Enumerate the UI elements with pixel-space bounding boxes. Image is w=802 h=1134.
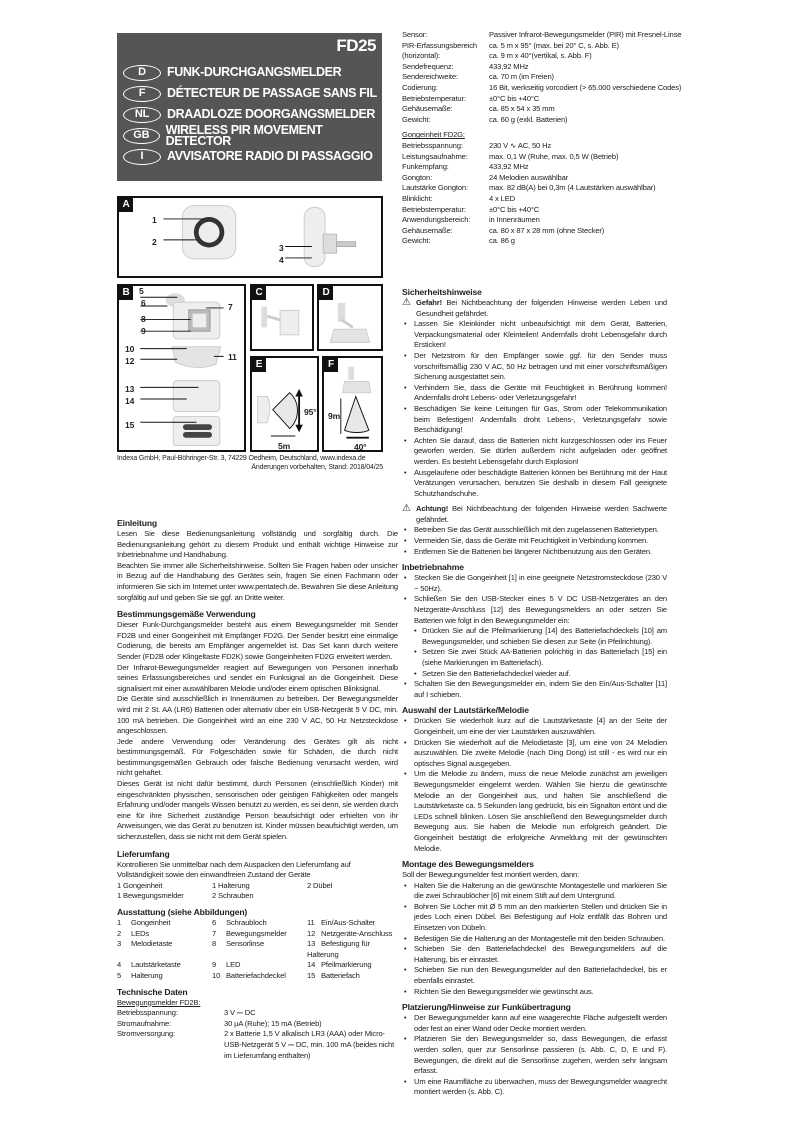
spec-label: Stromaufnahme: <box>117 1018 172 1028</box>
section-heading: Einleitung <box>117 518 158 528</box>
spec-label: Sensor: <box>402 30 428 39</box>
item-number: 11 <box>307 918 315 927</box>
spec-row <box>402 41 797 52</box>
spec-row <box>402 194 797 205</box>
item-number: 14 <box>307 960 316 970</box>
spec-label: Gewicht: <box>402 236 431 246</box>
callout-number: 13 <box>125 384 135 394</box>
spec-value: ca. 70 m (im Freien) <box>489 72 554 82</box>
paragraph: Dieser Funk-Durchgangsmelder besteht aus einem Bewegungsmelder mit Sender FD2B und einer Gongeinheit mit Empfänger FD2G. Der Sender besitzt eine einmalige Codierung, die bereits am Empfänger angemeldet ist. Das Set kann durch weitere Sender (FD2B oder Klingeltaste FD2K) sowie Gongeinheiten FD2G erweitert werden. <box>117 620 398 661</box>
item-label: Schraubloch <box>226 918 267 927</box>
product-title: FUNK-DURCHGANGSMELDER <box>167 65 342 80</box>
spec-label: Gewicht: <box>402 114 431 124</box>
list-item: • Betreiben Sie das Gerät ausschließlich mit den zugelassenen Batterietypen. <box>402 525 667 536</box>
spec-value: ca. 9 m x 40°(vertikal, s. Abb. F) <box>489 51 592 61</box>
spec-row <box>402 72 797 83</box>
item-label: Pfeilmarkierung <box>321 960 372 970</box>
callout-number: 4 <box>279 255 284 265</box>
spec-label: Codierung: <box>402 82 438 92</box>
item-label: Sensorlinse <box>226 939 265 949</box>
section-heading: Bestimmungsgemäße Verwendung <box>117 609 256 620</box>
spec-label: Betriebstemperatur: <box>402 93 466 103</box>
equipment-item <box>117 929 212 940</box>
language-title-nl <box>123 105 375 124</box>
item-number: 4 <box>117 960 122 970</box>
list-item: • Um die Melodie zu ändern, muss die neue Melodie zunächst am jeweiligen Bewegungsmelder eingelernt werden. Wählen Sie hierzu die gewünschte Melodie an der Gongeinheit aus, und halten Sie anschließend die Lautstärketaste ca. 5 Sekunden lang gedrückt, bis ein Signalton ertönt und die LEDs schnell blinken. Lösen Sie anschließend den Bewegungsmelder durch Bewegung aus. Sie haben die Melodie nun erfolgreich geändert. Die Gongeinheit bestätigt die erfolgreiche Anmeldung mit der gewünschten Melodie. <box>402 769 667 854</box>
callout-number: 1 <box>152 215 157 225</box>
spec-label: Anwendungsbereich: <box>402 215 471 225</box>
spec-row <box>402 162 797 173</box>
list-item: 1 Gongeinheit <box>117 880 163 890</box>
figure-f <box>322 356 383 452</box>
list-item: • Bohren Sie Löcher mit Ø 5 mm an den markierten Stellen und drücken Sie in jedes Loch einen Dübel. Bei Befestigung auf Holz entfällt das Bohren und Einsetzen von Dübeln. <box>402 902 667 934</box>
volume-melody-list <box>402 716 667 854</box>
caution-label: Achtung! <box>416 504 449 514</box>
equipment-item <box>307 971 402 982</box>
danger-text: Bei Nichtbeachtung der folgenden Hinweise werden Leben und Gesundheit gefährdet. <box>416 298 667 318</box>
spec-label: Funkempfang: <box>402 162 449 172</box>
spec-value: 30 µA (Ruhe); 15 mA (Betrieb) <box>224 1018 322 1028</box>
list-item: • Schalten Sie den Bewegungsmelder ein, indem Sie den Ein/Aus-Schalter [11] auf I schieben. <box>402 679 667 700</box>
callout-number: 8 <box>141 314 146 324</box>
equipment-item <box>307 929 402 940</box>
warning-triangle-icon: ⚠ <box>402 297 411 308</box>
language-title-gb <box>123 122 382 148</box>
paragraph: Kontrollieren Sie unmittelbar nach dem Auspacken den Lieferumfang auf Vollständigkeit sowie den einwandfreien Zustand der Geräte <box>117 859 351 880</box>
list-item: • Achten Sie darauf, dass die Batterien nicht kurzgeschlossen oder ins Feuer geworfen werden. Sie dürfen außerdem nicht aufgeladen oder geöffnet werden. Es besteht Lebensgefahr durch Explosion! <box>402 436 667 468</box>
item-label: Lautstärketaste <box>131 960 181 970</box>
list-item: • Entfernen Sie die Batterien bei längerer Nichtbenutzung aus den Geräten. <box>402 547 667 558</box>
item-number: 7 <box>212 928 217 938</box>
spec-value: max. 0,1 W (Ruhe, max. 0,5 W (Betrieb) <box>489 151 619 161</box>
callout-number: 14 <box>125 396 135 406</box>
figure-b <box>117 284 246 452</box>
spec-row <box>402 30 797 41</box>
equipment-list <box>117 918 398 982</box>
safety-list <box>402 319 667 499</box>
callout-number: 10 <box>125 344 135 354</box>
country-code: D <box>123 65 161 81</box>
spec-label: Betriebsspannung: <box>402 140 463 150</box>
spec-value: max. 82 dB(A) bei 0,3m (4 Lautstärken auswählbar) <box>489 183 656 193</box>
spec-value: in Innenräumen <box>489 215 540 225</box>
list-item: 1 Bewegungsmelder <box>117 891 184 901</box>
paragraph: Soll der Bewegungsmelder fest montiert werden, dann: <box>402 870 580 880</box>
list-item: • Setzen Sie zwei Stück AA-Batterien polrichtig in das Batteriefach [15] ein (siehe Markierungen im Batteriefach). <box>402 647 667 668</box>
detection-angle: 95° <box>304 407 317 417</box>
section-heading: Montage des Bewegungsmelders <box>402 859 534 870</box>
section-heading: Sicherheitshinweise <box>402 287 482 297</box>
item-number: 5 <box>117 970 122 980</box>
paragraph: Die Geräte sind ausschließlich in Innenräumen zu betreiben. Der Bewegungsmelder wird mit 2 St. AA (LR6) Batterien oder alternativ über ein USB-Netzgerät 5 V DC, min. 100 mA betrieben. Die Gongeinheit wird an eine 230 V AC, 50 Hz Netzsteckdose angeschlossen. <box>117 694 398 736</box>
spec-row <box>402 94 797 105</box>
spec-label: Gongton: <box>402 172 433 182</box>
caution-note <box>402 504 667 525</box>
subheading: Bewegungsmelder FD2B: <box>117 997 201 1007</box>
motion-detector-parts-illustration <box>119 286 244 450</box>
list-item: • Platzieren Sie den Bewegungsmelder so, dass Bewegungen, die erfasst werden sollen, quer zur Sensorlinse passieren (s. Abb. C, D, E und F). Bewegungen, die direkt auf die Sensorlinse zugehen, werden sehr langsam erfasst. <box>402 1034 667 1076</box>
list-item: • Schieben Sie nun den Bewegungsmelder auf den Batteriefachdeckel, bis er ebenfalls einrastet. <box>402 965 667 986</box>
item-number: 9 <box>212 960 217 970</box>
revision-note: Änderungen vorbehalten, Stand: 2018/04/25 <box>251 464 383 471</box>
list-item: • Lassen Sie Kleinkinder nicht unbeaufsichtigt mit dem Gerät, Batterien, Verpackungsmaterial oder Kleinteilen! Andernfalls droht Lebensgefahr durch Ersticken! <box>402 319 667 351</box>
spec-row <box>402 83 797 94</box>
paragraph: Lesen Sie diese Bedienungsanleitung vollständig und sorgfältig durch. Die Bedienungsanleitung gehört zu diesem Produkt und enthält wichtige Hinweise zur Inbetriebnahme und Handhabung. <box>117 529 398 560</box>
country-code: I <box>123 149 161 165</box>
country-code: NL <box>123 107 161 123</box>
section-heading: Platzierung/Hinweise zur Funkübertragung <box>402 1002 571 1013</box>
country-code: F <box>123 86 161 102</box>
battery-steps <box>402 626 667 679</box>
spec-row <box>402 141 797 152</box>
item-label: Netzgeräte-Anschluss <box>321 928 393 938</box>
equipment-item <box>212 918 307 929</box>
item-label: Halterung <box>131 970 163 980</box>
subheading: Gongeinheit FD2G: <box>402 130 465 140</box>
equipment-item <box>307 960 402 971</box>
placement-list <box>402 1013 667 1098</box>
list-item: 2 Dübel <box>307 880 333 890</box>
item-number: 15 <box>307 970 316 980</box>
equipment-item <box>117 918 212 929</box>
left-column <box>117 513 398 1061</box>
figure-label: D <box>319 286 333 300</box>
list-item: • Befestigen Sie die Halterung an der Montagestelle mit den beiden Schrauben. <box>402 934 667 945</box>
list-item: • Richten Sie den Bewegungsmelder wie gewünscht aus. <box>402 987 667 998</box>
section-heading: Technische Daten <box>117 986 188 997</box>
paragraph: Jede andere Verwendung oder Veränderung des Gerätes gilt als nicht bestimmungsgemäß. Für Folgeschäden sowie für Schäden, die durch nicht bestimmungsgemäßen Gebrauch oder falsche Bedienung verursacht werden, wird nicht gehaftet. <box>117 736 398 778</box>
figure-a <box>117 196 383 278</box>
item-label: Ein/Aus-Schalter <box>321 918 376 927</box>
list-item: • Beschädigen Sie keine Leitungen für Gas, Strom oder Telekommunikation beim Befestigen! Andernfalls droht Lebens-, Verletzungsgefahr sowie Beschädigung! <box>402 404 667 436</box>
item-label: Gongeinheit <box>131 918 171 927</box>
spec-value: ±0°C bis +40°C <box>489 93 540 103</box>
figure-e <box>250 356 319 452</box>
spec-value: Passiver Infrarot-Bewegungsmelder (PIR) mit Fresnel-Linse <box>489 30 682 39</box>
setup-list <box>402 573 667 626</box>
equipment-item <box>212 971 307 982</box>
callout-number: 3 <box>279 243 284 253</box>
item-label: Befestigung für Halterung <box>307 939 370 959</box>
spec-value: ca. 80 x 87 x 28 mm (ohne Stecker) <box>489 225 605 235</box>
item-number: 8 <box>212 939 217 949</box>
spec-label: Stromversorgung: <box>117 1029 175 1039</box>
paragraph: Beachten Sie immer alle Sicherheitshinweise. Sollten Sie Fragen haben oder unsicher in Bezug auf die Handhabung des Gerätes sein, fragen Sie einen Fachmann oder informieren Sie sich im Internet unter www.pentatech.de. Bewahren Sie diese Anleitung sorgfältig auf und geben Sie sie ggf. an Dritte weiter. <box>117 560 398 602</box>
figure-label: A <box>119 198 133 212</box>
section-heading: Ausstattung (siehe Abbildungen) <box>117 907 248 917</box>
figure-label: B <box>119 286 133 300</box>
spec-value: 2 x Batterie 1,5 V alkalisch LR3 (AAA) oder Micro-USB-Netzgerät 5 V ⎓ DC, min. 100 mA (beides nicht im Lieferumfang enthalten) <box>224 1029 395 1060</box>
list-item: • Der Netzstrom für den Empfänger sowie ggf. für den Sender muss vorschriftsmäßig 230 V AC, 50 Hz betragen und mit einer vorschriftsmäßigen Sicherung ausgestattet sein. <box>402 351 667 383</box>
footer-imprint <box>117 454 383 472</box>
right-column <box>402 282 667 1098</box>
paragraph: Dieses Gerät ist nicht dafür bestimmt, durch Personen (einschließlich Kinder) mit eingeschränkten physischen, sensorischen oder geistigen Fähigkeiten oder mangels Erfahrung und/oder mangels Wissen benutzt zu werden, es sei denn, sie werden durch eine für ihre Sicherheit zuständige Person beaufsichtigt oder erhielten von ihr Anweisungen, wie das Gerät zu benutzen ist. Kinder müssen beaufsichtigt werden, um sicherzustellen, dass sie nicht mit dem Gerät spielen. <box>117 779 398 842</box>
caution-text: Bei Nichtbeachtung der folgenden Hinweise werden Sachwerte gefährdet. <box>416 504 667 524</box>
sensor-specs <box>402 30 797 125</box>
spec-value: 3 V ⎓ DC <box>224 1008 256 1018</box>
equipment-item <box>117 971 212 982</box>
product-title: DÉTECTEUR DE PASSAGE SANS FIL <box>167 86 377 101</box>
spec-row <box>402 226 797 237</box>
list-item: • Schieben Sie den Batteriefachdeckel des Bewegungsmelders auf die Halterung, bis er einrastet. <box>402 944 667 965</box>
spec-row <box>402 236 797 247</box>
figure-d <box>317 284 383 351</box>
section-heading: Auswahl der Lautstärke/Melodie <box>402 705 529 716</box>
paragraph: Der Infrarot-Bewegungsmelder reagiert auf Bewegungen von Personen innerhalb seines Erfassungsbereiches und sendet ein Funksignal an die Gongeinheit. Diese signalisiert mit einer auswählbaren Melodie und/oder einem optischen Blinksignal. <box>117 662 398 693</box>
spec-row <box>402 215 797 226</box>
callout-number: 15 <box>125 420 135 430</box>
spec-value: ca. 85 x 54 x 35 mm <box>489 104 555 114</box>
list-item: • Schließen Sie den USB-Stecker eines 5 V DC USB-Netzgerätes an den Netzgeräte-Anschluss [12] des Bewegungsmelders an oder setzen Sie Batterien wie folgt in den Bewegungsmelder ein: <box>402 594 667 626</box>
spec-label: Betriebsspannung: <box>117 1008 178 1018</box>
item-number: 3 <box>117 939 122 949</box>
model-number: FD25 <box>336 36 376 55</box>
list-item: • Der Bewegungsmelder kann auf eine waagerechte Fläche aufgestellt werden oder fest an einer Wand oder Decke montiert werden. <box>402 1013 667 1034</box>
spec-label: (horizontal): <box>402 51 441 61</box>
item-label: LED <box>226 960 241 970</box>
spec-row <box>402 115 797 126</box>
product-title: DRAADLOZE DOORGANGSMELDER <box>167 107 376 122</box>
figure-label: E <box>252 358 266 372</box>
spec-row <box>117 1008 398 1019</box>
list-item: • Halten Sie die Halterung an die gewünschte Montagestelle und markieren Sie die zwei Schraublöcher [6] mit einem Stift auf dem Untergrund. <box>402 881 667 902</box>
spec-label: Betriebstemperatur: <box>402 204 466 214</box>
item-label: Bewegungsmelder <box>226 928 287 938</box>
spec-label: Sendefrequenz: <box>402 61 454 71</box>
spec-label: Gehäusemaße: <box>402 104 453 114</box>
item-number: 10 <box>212 970 221 980</box>
list-item: • Drücken Sie wiederholt kurz auf die Lautstärketaste [4] an der Seite der Gongeinheit, um eine der vier Lautstärken auszuwählen. <box>402 716 667 737</box>
danger-label: Gefahr! <box>416 298 442 307</box>
list-item: • Drücken Sie wiederholt auf die Melodietaste [3], um eine von 24 Melodien auszuwählen. Die zweite Melodie (nach Ding Dong) ist still - es wird nur ein optisches Signal ausgegeben. <box>402 738 667 770</box>
list-item: • Verhindern Sie, dass die Geräte mit Feuchtigkeit in Berührung kommen! Andernfalls droht Lebens- oder Verletzungsgefahr! <box>402 383 667 404</box>
spec-label: PIR-Erfassungsbereich <box>402 40 477 50</box>
spec-value: 433,92 MHz <box>489 162 529 172</box>
spec-row <box>402 205 797 216</box>
spec-value: 24 Melodien auswählbar <box>489 172 569 182</box>
spec-label: Lautstärke Gongton: <box>402 183 468 193</box>
item-label: LEDs <box>131 928 149 938</box>
equipment-item <box>212 960 307 971</box>
figure-label: C <box>252 286 266 300</box>
spec-block <box>402 30 797 247</box>
spec-value: 230 V ∿ AC, 50 Hz <box>489 140 552 150</box>
spec-row <box>402 152 797 163</box>
mounting-list <box>402 881 667 998</box>
detection-distance: 5m <box>278 441 290 451</box>
danger-note <box>402 298 667 319</box>
item-label: Melodietaste <box>131 939 173 949</box>
item-number: 6 <box>212 918 217 927</box>
company-address: Indexa GmbH, Paul-Böhringer-Str. 3, 74229 Oedheim, Deutschland, www.indexa.de <box>117 455 366 462</box>
equipment-item <box>212 939 307 960</box>
equipment-item <box>307 918 402 929</box>
spec-row <box>402 51 797 62</box>
caution-list <box>402 525 667 557</box>
spec-label: Blinklicht: <box>402 193 433 203</box>
country-code: GB <box>123 128 160 144</box>
product-title: WIRELESS PIR MOVEMENT DETECTOR <box>165 122 323 148</box>
item-number: 1 <box>117 918 122 927</box>
section-heading: Lieferumfang <box>117 848 170 859</box>
callout-number: 5 <box>139 286 144 296</box>
callout-number: 11 <box>228 352 237 362</box>
detection-angle: 40° <box>354 442 367 452</box>
item-number: 13 <box>307 939 316 949</box>
equipment-item <box>307 939 402 960</box>
equipment-item <box>117 960 212 971</box>
item-number: 12 <box>307 928 316 938</box>
figure-c <box>250 284 314 351</box>
item-label: Batteriefachdeckel <box>226 970 286 980</box>
gong-specs <box>402 130 797 247</box>
equipment-item <box>212 929 307 940</box>
callout-number: 12 <box>125 356 135 366</box>
figure-label: F <box>324 358 338 372</box>
detection-distance: 9m <box>328 411 340 421</box>
section-heading: Inbetriebnahme <box>402 562 464 573</box>
gong-unit-illustration <box>119 198 381 276</box>
list-item: • Ausgelaufene oder beschädigte Batterien können bei Berührung mit der Haut Verätzungen verursachen, benutzen Sie deshalb in diesem Fall geeignete Schutzhandschuhe. <box>402 468 667 500</box>
list-item: • Stecken Sie die Gongeinheit [1] in eine geeignete Netzstromsteckdose (230 V ~ 50Hz). <box>402 573 667 594</box>
delivery-contents-list <box>117 881 398 902</box>
spec-row <box>117 1029 398 1061</box>
spec-value: ca. 86 g <box>489 236 515 246</box>
spec-row <box>402 183 797 194</box>
spec-row <box>402 62 797 73</box>
spec-value: 433,92 MHz <box>489 61 529 71</box>
spec-value: 16 Bit, werkseitig vorcodiert (> 65.000 verschiedene Codes) <box>489 82 682 92</box>
equipment-item <box>117 939 212 960</box>
list-item: 1 Halterung <box>212 880 250 890</box>
callout-number: 2 <box>152 237 157 247</box>
spec-label: Gehäusemaße: <box>402 225 453 235</box>
callout-number: 7 <box>228 302 233 312</box>
spec-value: 4 x LED <box>489 193 515 203</box>
list-item: • Um eine Raumfläche zu überwachen, muss der Bewegungsmelder waagrecht montiert werden (s. Abb. C). <box>402 1077 667 1098</box>
list-item: • Drücken Sie auf die Pfeilmarkierung [14] des Batteriefachdeckels [10] am Bewegungsmelder, und schieben Sie diesen zur Seite (in Pfeilrichtung). <box>402 626 667 647</box>
spec-value: ca. 60 g (exkl. Batterien) <box>489 114 568 124</box>
warning-triangle-icon: ⚠ <box>402 503 411 515</box>
spec-row <box>402 104 797 115</box>
callout-number: 9 <box>141 326 146 336</box>
spec-row <box>402 173 797 184</box>
callout-number: 6 <box>141 298 146 308</box>
item-label: Batteriefach <box>321 970 360 980</box>
spec-label: Sendereichweite: <box>402 72 458 82</box>
spec-label: Leistungsaufnahme: <box>402 151 468 161</box>
language-title-f <box>123 84 377 103</box>
item-number: 2 <box>117 928 122 938</box>
language-title-i <box>123 147 373 166</box>
list-item: • Setzen Sie den Batteriefachdeckel wieder auf. <box>402 669 667 680</box>
product-title: AVVISATORE RADIO DI PASSAGGIO <box>167 149 373 164</box>
list-item: 2 Schrauben <box>212 891 254 901</box>
language-title-d <box>123 63 341 82</box>
spec-value: ca. 5 m x 95° (max. bei 20° C, s. Abb. E) <box>489 40 619 50</box>
title-banner <box>117 33 382 181</box>
spec-value: ±0°C bis +40°C <box>489 204 540 214</box>
spec-row <box>117 1019 398 1030</box>
list-item: • Vermeiden Sie, dass die Geräte mit Feuchtigkeit in Verbindung kommen. <box>402 536 667 547</box>
